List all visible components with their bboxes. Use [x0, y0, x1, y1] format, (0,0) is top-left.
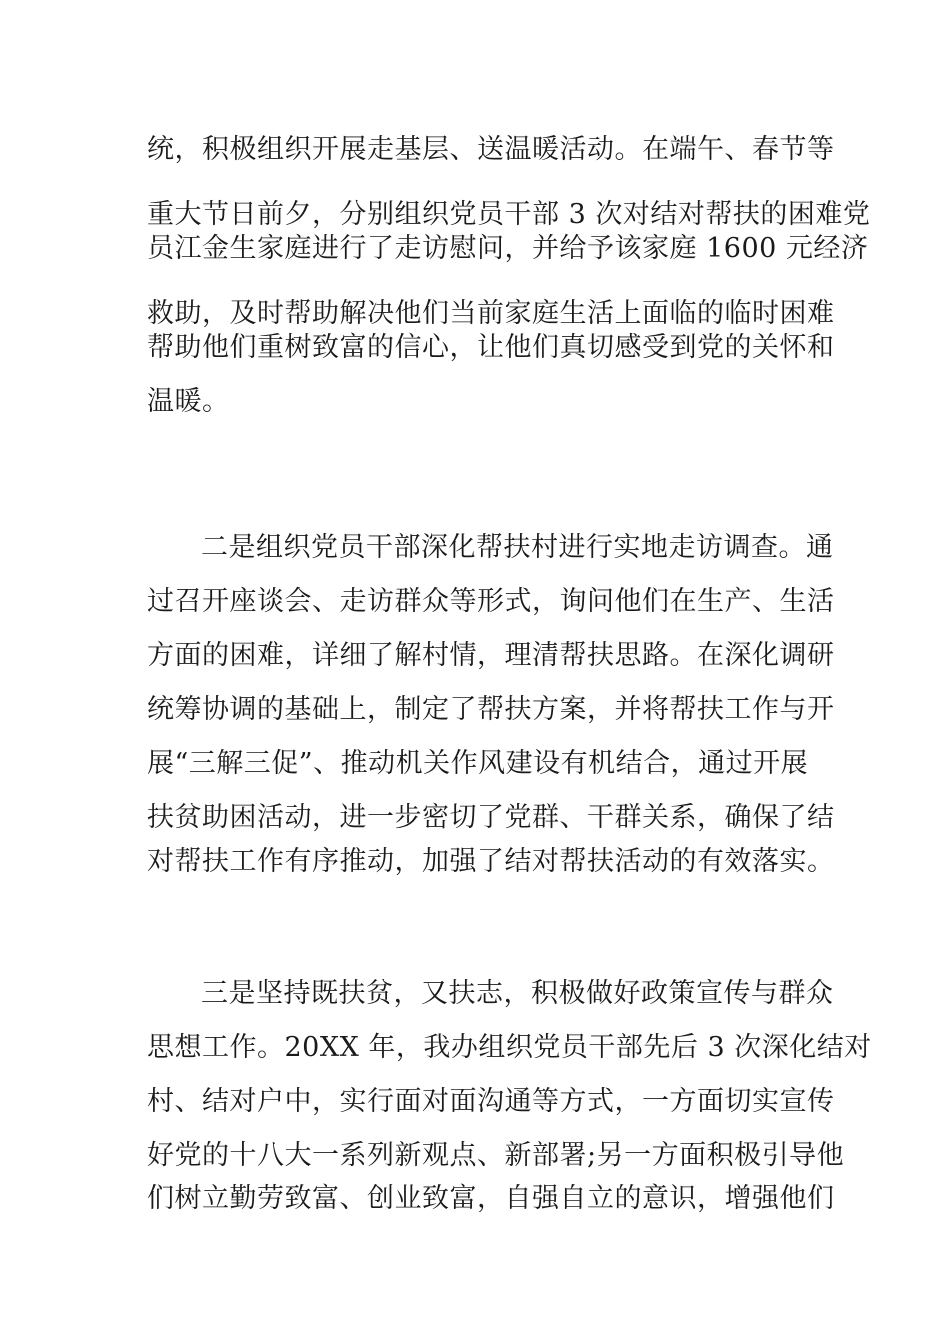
text-line: 好党的十八大一系列新观点、新部署;另一方面积极引导他	[147, 1140, 845, 1171]
text-line: 们树立勤劳致富、创业致富，自强自立的意识，增强他们	[147, 1183, 835, 1214]
text-line: 帮助他们重树致富的信心，让他们真切感受到党的关怀和	[147, 332, 835, 363]
text-line: 过召开座谈会、走访群众等形式，询问他们在生产、生活	[147, 586, 835, 617]
text-line: 扶贫助困活动，进一步密切了党群、干群关系，确保了结	[147, 802, 835, 833]
text-line: 三是坚持既扶贫，又扶志，积极做好政策宣传与群众	[201, 978, 834, 1009]
text-line: 员江金生家庭进行了走访慰问，并给予该家庭 1600 元经济	[147, 233, 869, 264]
text-line: 对帮扶工作有序推动，加强了结对帮扶活动的有效落实。	[147, 846, 835, 877]
text-line: 思想工作。20XX 年，我办组织党员干部先后 3 次深化结对	[147, 1032, 872, 1063]
text-line: 二是组织党员干部深化帮扶村进行实地走访调查。通	[201, 532, 834, 563]
text-line: 救助，及时帮助解决他们当前家庭生活上面临的临时困难	[147, 298, 835, 329]
text-line: 展“三解三促”、推动机关作风建设有机结合，通过开展	[147, 748, 809, 779]
text-line: 统筹协调的基础上，制定了帮扶方案，并将帮扶工作与开	[147, 694, 835, 725]
text-line: 重大节日前夕，分别组织党员干部 3 次对结对帮扶的困难党	[147, 199, 871, 230]
text-line: 村、结对户中，实行面对面沟通等方式，一方面切实宣传	[147, 1086, 835, 1117]
text-line: 方面的困难，详细了解村情，理清帮扶思路。在深化调研	[147, 640, 835, 671]
text-line: 温暖。	[147, 386, 230, 417]
text-line: 统，积极组织开展走基层、送温暖活动。在端午、春节等	[147, 134, 835, 165]
